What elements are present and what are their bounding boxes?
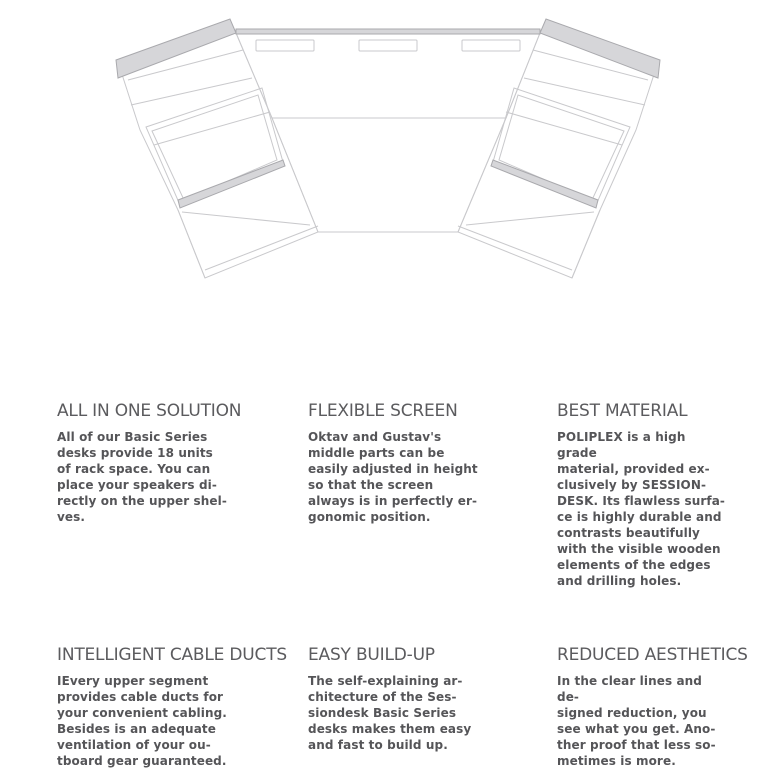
feature-easy-build-up [308, 645, 543, 753]
cable-slot-right [462, 40, 520, 51]
feature-reduced-aesthetics [557, 645, 768, 769]
feature-title: BEST MATERIAL [557, 401, 688, 421]
feature-text: All of our Basic Series desks provide 18 units of rack space. You can place your speakers di- rectly on the upper shel- ves. [57, 430, 227, 524]
right-rack-rail [491, 160, 598, 208]
center-top-rail [236, 29, 540, 34]
feature-all-in-one [57, 401, 292, 525]
feature-title: FLEXIBLE SCREEN [308, 401, 458, 421]
feature-title: EASY BUILD-UP [308, 645, 435, 665]
cable-slot-left [256, 40, 314, 51]
feature-best-material [557, 401, 768, 589]
feature-text: In the clear lines and de- signed reduction, you see what you get. Ano- ther proof that less so- metimes is more. [557, 674, 716, 768]
feature-flexible-screen [308, 401, 543, 525]
cable-slot-center [359, 40, 417, 51]
feature-text: The self-explaining ar- chitecture of the Ses- siondesk Basic Series desks makes them easy and fast to build up. [308, 674, 472, 752]
feature-title: INTELLIGENT CABLE DUCTS [57, 645, 287, 665]
feature-title: ALL IN ONE SOLUTION [57, 401, 242, 421]
left-top-rail [116, 19, 236, 78]
desk-drawing [0, 0, 768, 300]
left-rack-rail [178, 160, 285, 208]
feature-text: Oktav and Gustav's middle parts can be easily adjusted in height so that the screen always is in perfectly er- gonomic position. [308, 430, 478, 524]
right-top-rail [540, 19, 660, 78]
feature-title: REDUCED AESTHETICS [557, 645, 748, 665]
feature-cable-ducts [57, 645, 292, 769]
feature-text: IEvery upper segment provides cable ducts for your convenient cabling. Besides is an adequate ventilation of your ou- tboard gear guaranteed. [57, 674, 227, 768]
feature-text: POLIPLEX is a high grade material, provided ex- clusively by SESSION- DESK. Its flawless surfa- ce is highly durable and contrasts beautifully with the visible wooden elements of the edges and drilling holes. [557, 430, 725, 588]
